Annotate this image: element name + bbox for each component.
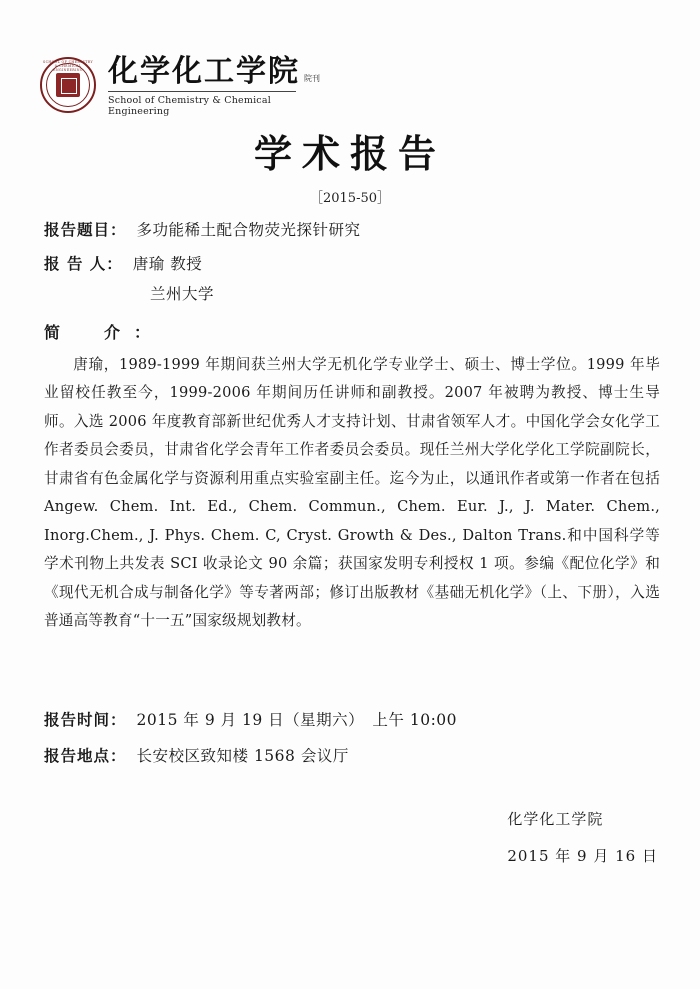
school-name-en: School of Chemistry & Chemical Engineering [108, 91, 296, 117]
signature-date: 2015 年 9 月 16 日 [507, 847, 658, 865]
place-label: 报告地点： [44, 746, 127, 765]
intro-label: 简 介： [44, 323, 165, 342]
topic-label: 报告题目： [44, 220, 127, 239]
time-value: 2015 年 9 月 19 日（星期六） 上午 10:00 [136, 711, 458, 729]
document-number: ［2015-50］ [309, 191, 391, 206]
intro-paragraph: 唐瑜，1989-1999 年期间获兰州大学无机化学专业学士、硕士、博士学位。1999 年毕业留校任教至今，1999-2006 年期间历任讲师和副教授。2007 年被聘为教授、博士生导师。入选 2006 年度教育部新世纪优秀人才支持计划、甘肃省领军人才。中国化学会女化学工作者委员会委员，甘肃省化学会青年工作者委员会委员。现任兰州大学化学化工学院副院长，甘肃省有色金属化学与资源利用重点实验室副主任。迄今为止，以通讯作者或第一作者在包括 Angew. Chem. Int. Ed., Chem. Commun., Chem. Eur. J., J. Mater. Chem., Inorg.Chem., J. Phys. Chem. C, Cryst. Growth & Des., Dalton Trans.和中国科学等学术刊物上共发表 SCI 收录论文 90 余篇；获国家发明专利授权 1 项。参编《配位化学》和《现代无机合成与制备化学》等专著两部；修订出版教材《基础无机化学》（上、下册），入选普通高等教育“十一五”国家级规划教材。 [44, 356, 660, 630]
speaker-label: 报 告 人： [44, 254, 123, 273]
signature-block [507, 808, 658, 882]
signature-organization: 化学化工学院 [507, 810, 604, 828]
time-label: 报告时间： [44, 710, 127, 729]
field-topic [44, 218, 660, 240]
document-body [44, 218, 660, 640]
school-name-cn-main: 化学化工学院 [108, 54, 300, 89]
letterhead-text [108, 55, 320, 117]
speaker-value: 唐瑜 教授 [132, 255, 203, 273]
university-crest-icon [40, 57, 96, 113]
school-name-cn-sub: 院刊 [304, 74, 320, 83]
school-name-cn [108, 55, 320, 88]
place-value: 长安校区致知楼 1568 会议厅 [136, 747, 349, 765]
field-time [44, 708, 660, 730]
page-title: 学术报告 [253, 131, 446, 176]
field-place [44, 744, 660, 766]
letterhead [40, 55, 320, 117]
document-footer-fields [44, 708, 660, 780]
crest-ring-text: SCHOOL OF CHEMISTRY & CHEMICAL ENGINEERING [43, 60, 93, 72]
crest-emblem-icon [56, 73, 80, 97]
speaker-affiliation: 兰州大学 [150, 285, 215, 303]
field-speaker [44, 252, 660, 274]
topic-value: 多功能稀土配合物荧光探针研究 [136, 221, 361, 239]
